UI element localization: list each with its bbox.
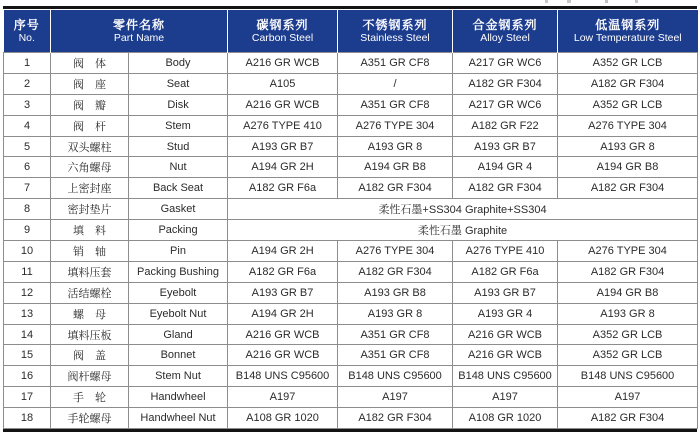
cell-low-temperature-steel: A194 GR B8 xyxy=(558,157,698,178)
cell-no: 18 xyxy=(4,408,51,429)
header-stainless-cn: 不锈钢系列 xyxy=(362,17,428,32)
table-row xyxy=(4,241,698,262)
cell-part-name-cn: 销 轴 xyxy=(51,241,129,262)
header-carbon-en: Carbon Steel xyxy=(251,31,314,44)
cell-alloy-steel: A217 GR WC6 xyxy=(453,94,558,115)
cell-carbon-steel: B148 UNS C95600 xyxy=(228,366,338,387)
cell-carbon-steel: A194 GR 2H xyxy=(228,303,338,324)
header-low-temp-cn: 低温钢系列 xyxy=(595,17,661,32)
cell-carbon-steel: A216 GR WCB xyxy=(228,345,338,366)
table-row xyxy=(4,282,698,303)
cell-no: 17 xyxy=(4,387,51,408)
cell-no: 5 xyxy=(4,136,51,157)
cell-part-name-en: Gland xyxy=(129,324,228,345)
cell-carbon-steel: A194 GR 2H xyxy=(228,157,338,178)
table-row xyxy=(4,53,698,74)
table-row xyxy=(4,178,698,199)
column-header-alloy-steel xyxy=(453,10,558,53)
column-header-low-temperature-steel xyxy=(558,10,698,53)
cell-stainless-steel: A351 GR CF8 xyxy=(338,94,453,115)
cell-no: 7 xyxy=(4,178,51,199)
cell-alloy-steel: A276 TYPE 410 xyxy=(453,241,558,262)
cell-low-temperature-steel: A194 GR B8 xyxy=(558,282,698,303)
cell-carbon-steel: A216 GR WCB xyxy=(228,53,338,74)
cell-part-name-cn: 手 轮 xyxy=(51,387,129,408)
cell-part-name-en: Eyebolt xyxy=(129,282,228,303)
table-row xyxy=(4,261,698,282)
cell-carbon-steel: A105 xyxy=(228,73,338,94)
table-row xyxy=(4,199,698,220)
cell-carbon-steel: A197 xyxy=(228,387,338,408)
column-header-stainless-steel xyxy=(338,10,453,53)
cell-low-temperature-steel: A197 xyxy=(558,387,698,408)
cell-carbon-steel: A194 GR 2H xyxy=(228,241,338,262)
header-no-en: No. xyxy=(18,31,35,44)
cell-part-name-cn: 双头螺柱 xyxy=(51,136,129,157)
cell-part-name-cn: 填料压板 xyxy=(51,324,129,345)
header-stainless-en: Stainless Steel xyxy=(360,31,430,44)
table-row xyxy=(4,303,698,324)
cell-part-name-cn: 阀 座 xyxy=(51,73,129,94)
header-part-name-en: Part Name xyxy=(113,31,165,44)
column-header-part-name xyxy=(51,10,228,53)
cell-low-temperature-steel: A182 GR F304 xyxy=(558,178,698,199)
header-alloy-cn: 合金钢系列 xyxy=(472,17,538,32)
header-alloy-en: Alloy Steel xyxy=(480,31,530,44)
cell-carbon-steel: A193 GR B7 xyxy=(228,136,338,157)
header-part-name-cn: 零件名称 xyxy=(113,17,166,32)
table-row xyxy=(4,136,698,157)
cell-part-name-cn: 六角螺母 xyxy=(51,157,129,178)
cell-alloy-steel: A193 GR B7 xyxy=(453,136,558,157)
cell-no: 2 xyxy=(4,73,51,94)
header-carbon-cn: 碳钢系列 xyxy=(256,17,309,32)
cell-part-name-cn: 阀 瓣 xyxy=(51,94,129,115)
cell-no: 4 xyxy=(4,115,51,136)
cell-stainless-steel: A276 TYPE 304 xyxy=(338,241,453,262)
cell-part-name-en: Seat xyxy=(129,73,228,94)
cell-stainless-steel: / xyxy=(338,73,453,94)
cell-part-name-cn: 密封垫片 xyxy=(51,199,129,220)
cell-alloy-steel: A197 xyxy=(453,387,558,408)
cell-part-name-en: Stem xyxy=(129,115,228,136)
cell-stainless-steel: A197 xyxy=(338,387,453,408)
cell-part-name-en: Pin xyxy=(129,241,228,262)
table-row xyxy=(4,345,698,366)
cell-part-name-cn: 活结螺栓 xyxy=(51,282,129,303)
cell-part-name-en: Back Seat xyxy=(129,178,228,199)
cell-stainless-steel: A182 GR F304 xyxy=(338,261,453,282)
cell-no: 15 xyxy=(4,345,51,366)
table-row xyxy=(4,73,698,94)
cell-carbon-steel: A216 GR WCB xyxy=(228,94,338,115)
cell-low-temperature-steel: A352 GR LCB xyxy=(558,94,698,115)
cell-carbon-steel: A193 GR B7 xyxy=(228,282,338,303)
cell-no: 6 xyxy=(4,157,51,178)
cell-no: 1 xyxy=(4,53,51,74)
cell-part-name-en: Nut xyxy=(129,157,228,178)
cell-low-temperature-steel: A193 GR 8 xyxy=(558,303,698,324)
cell-part-name-en: Eyebolt Nut xyxy=(129,303,228,324)
cell-part-name-en: Packing xyxy=(129,220,228,241)
cell-no: 14 xyxy=(4,324,51,345)
cell-low-temperature-steel: A182 GR F304 xyxy=(558,261,698,282)
header-no-cn: 序号 xyxy=(13,17,40,32)
table-row xyxy=(4,408,698,429)
cell-alloy-steel: A194 GR 4 xyxy=(453,157,558,178)
cell-alloy-steel: A182 GR F304 xyxy=(453,178,558,199)
cell-no: 12 xyxy=(4,282,51,303)
materials-table xyxy=(3,10,698,429)
cell-part-name-cn: 手轮螺母 xyxy=(51,408,129,429)
cell-part-name-en: Handwheel xyxy=(129,387,228,408)
cell-part-name-cn: 阀 杆 xyxy=(51,115,129,136)
cell-no: 3 xyxy=(4,94,51,115)
cell-low-temperature-steel: A352 GR LCB xyxy=(558,324,698,345)
header-low-temp-en: Low Temperature Steel xyxy=(573,31,682,44)
cell-stainless-steel: A351 GR CF8 xyxy=(338,53,453,74)
cell-no: 8 xyxy=(4,199,51,220)
cell-low-temperature-steel: A276 TYPE 304 xyxy=(558,115,698,136)
cell-stainless-steel: A276 TYPE 304 xyxy=(338,115,453,136)
cell-alloy-steel: A217 GR WC6 xyxy=(453,53,558,74)
cell-low-temperature-steel: A193 GR 8 xyxy=(558,136,698,157)
table-row xyxy=(4,387,698,408)
table-header xyxy=(4,10,698,53)
cell-alloy-steel: A182 GR F22 xyxy=(453,115,558,136)
materials-table-wrapper xyxy=(3,6,697,432)
cell-part-name-en: Body xyxy=(129,53,228,74)
cell-low-temperature-steel: A182 GR F304 xyxy=(558,73,698,94)
cell-part-name-cn: 上密封座 xyxy=(51,178,129,199)
cell-low-temperature-steel: A276 TYPE 304 xyxy=(558,241,698,262)
cell-part-name-cn: 填料压套 xyxy=(51,261,129,282)
cell-part-name-cn: 阀 体 xyxy=(51,53,129,74)
cell-stainless-steel: A194 GR B8 xyxy=(338,157,453,178)
cell-part-name-en: Gasket xyxy=(129,199,228,220)
cell-part-name-en: Packing Bushing xyxy=(129,261,228,282)
cell-part-name-en: Stud xyxy=(129,136,228,157)
cell-part-name-en: Stem Nut xyxy=(129,366,228,387)
header-row xyxy=(4,10,698,53)
cell-stainless-steel: A351 GR CF8 xyxy=(338,324,453,345)
cell-alloy-steel: B148 UNS C95600 xyxy=(453,366,558,387)
column-header-no xyxy=(4,10,51,53)
table-row xyxy=(4,94,698,115)
cell-carbon-steel: A108 GR 1020 xyxy=(228,408,338,429)
cell-stainless-steel: A182 GR F304 xyxy=(338,408,453,429)
cell-stainless-steel: A351 GR CF8 xyxy=(338,345,453,366)
table-body xyxy=(4,53,698,429)
cell-no: 9 xyxy=(4,220,51,241)
cell-part-name-cn: 阀杆螺母 xyxy=(51,366,129,387)
cell-no: 16 xyxy=(4,366,51,387)
cell-no: 10 xyxy=(4,241,51,262)
cell-stainless-steel: A193 GR 8 xyxy=(338,136,453,157)
table-row xyxy=(4,115,698,136)
cell-alloy-steel: A108 GR 1020 xyxy=(453,408,558,429)
cell-part-name-en: Bonnet xyxy=(129,345,228,366)
cell-part-name-en: Disk xyxy=(129,94,228,115)
table-row xyxy=(4,324,698,345)
cell-low-temperature-steel: B148 UNS C95600 xyxy=(558,366,698,387)
cropped-text-fragment xyxy=(545,0,655,3)
cell-alloy-steel: A182 GR F304 xyxy=(453,73,558,94)
table-row xyxy=(4,157,698,178)
cell-stainless-steel: A182 GR F304 xyxy=(338,178,453,199)
cell-part-name-cn: 螺 母 xyxy=(51,303,129,324)
cell-carbon-steel: A216 GR WCB xyxy=(228,324,338,345)
cell-alloy-steel: A182 GR F6a xyxy=(453,261,558,282)
cell-low-temperature-steel: A352 GR LCB xyxy=(558,53,698,74)
cell-merged-material: 柔性石墨+SS304 Graphite+SS304 xyxy=(228,199,698,220)
cell-part-name-cn: 阀 盖 xyxy=(51,345,129,366)
cell-no: 13 xyxy=(4,303,51,324)
cell-merged-material: 柔性石墨 Graphite xyxy=(228,220,698,241)
cell-alloy-steel: A216 GR WCB xyxy=(453,345,558,366)
cell-stainless-steel: A193 GR 8 xyxy=(338,303,453,324)
cell-stainless-steel: B148 UNS C95600 xyxy=(338,366,453,387)
table-row xyxy=(4,366,698,387)
cell-low-temperature-steel: A182 GR F304 xyxy=(558,408,698,429)
cell-alloy-steel: A193 GR B7 xyxy=(453,282,558,303)
cell-alloy-steel: A193 GR 4 xyxy=(453,303,558,324)
cell-part-name-cn: 填 料 xyxy=(51,220,129,241)
cell-carbon-steel: A276 TYPE 410 xyxy=(228,115,338,136)
cell-alloy-steel: A216 GR WCB xyxy=(453,324,558,345)
cell-no: 11 xyxy=(4,261,51,282)
cell-carbon-steel: A182 GR F6a xyxy=(228,178,338,199)
cell-part-name-en: Handwheel Nut xyxy=(129,408,228,429)
cell-low-temperature-steel: A352 GR LCB xyxy=(558,345,698,366)
cell-stainless-steel: A193 GR B8 xyxy=(338,282,453,303)
column-header-carbon-steel xyxy=(228,10,338,53)
cell-carbon-steel: A182 GR F6a xyxy=(228,261,338,282)
table-row xyxy=(4,220,698,241)
